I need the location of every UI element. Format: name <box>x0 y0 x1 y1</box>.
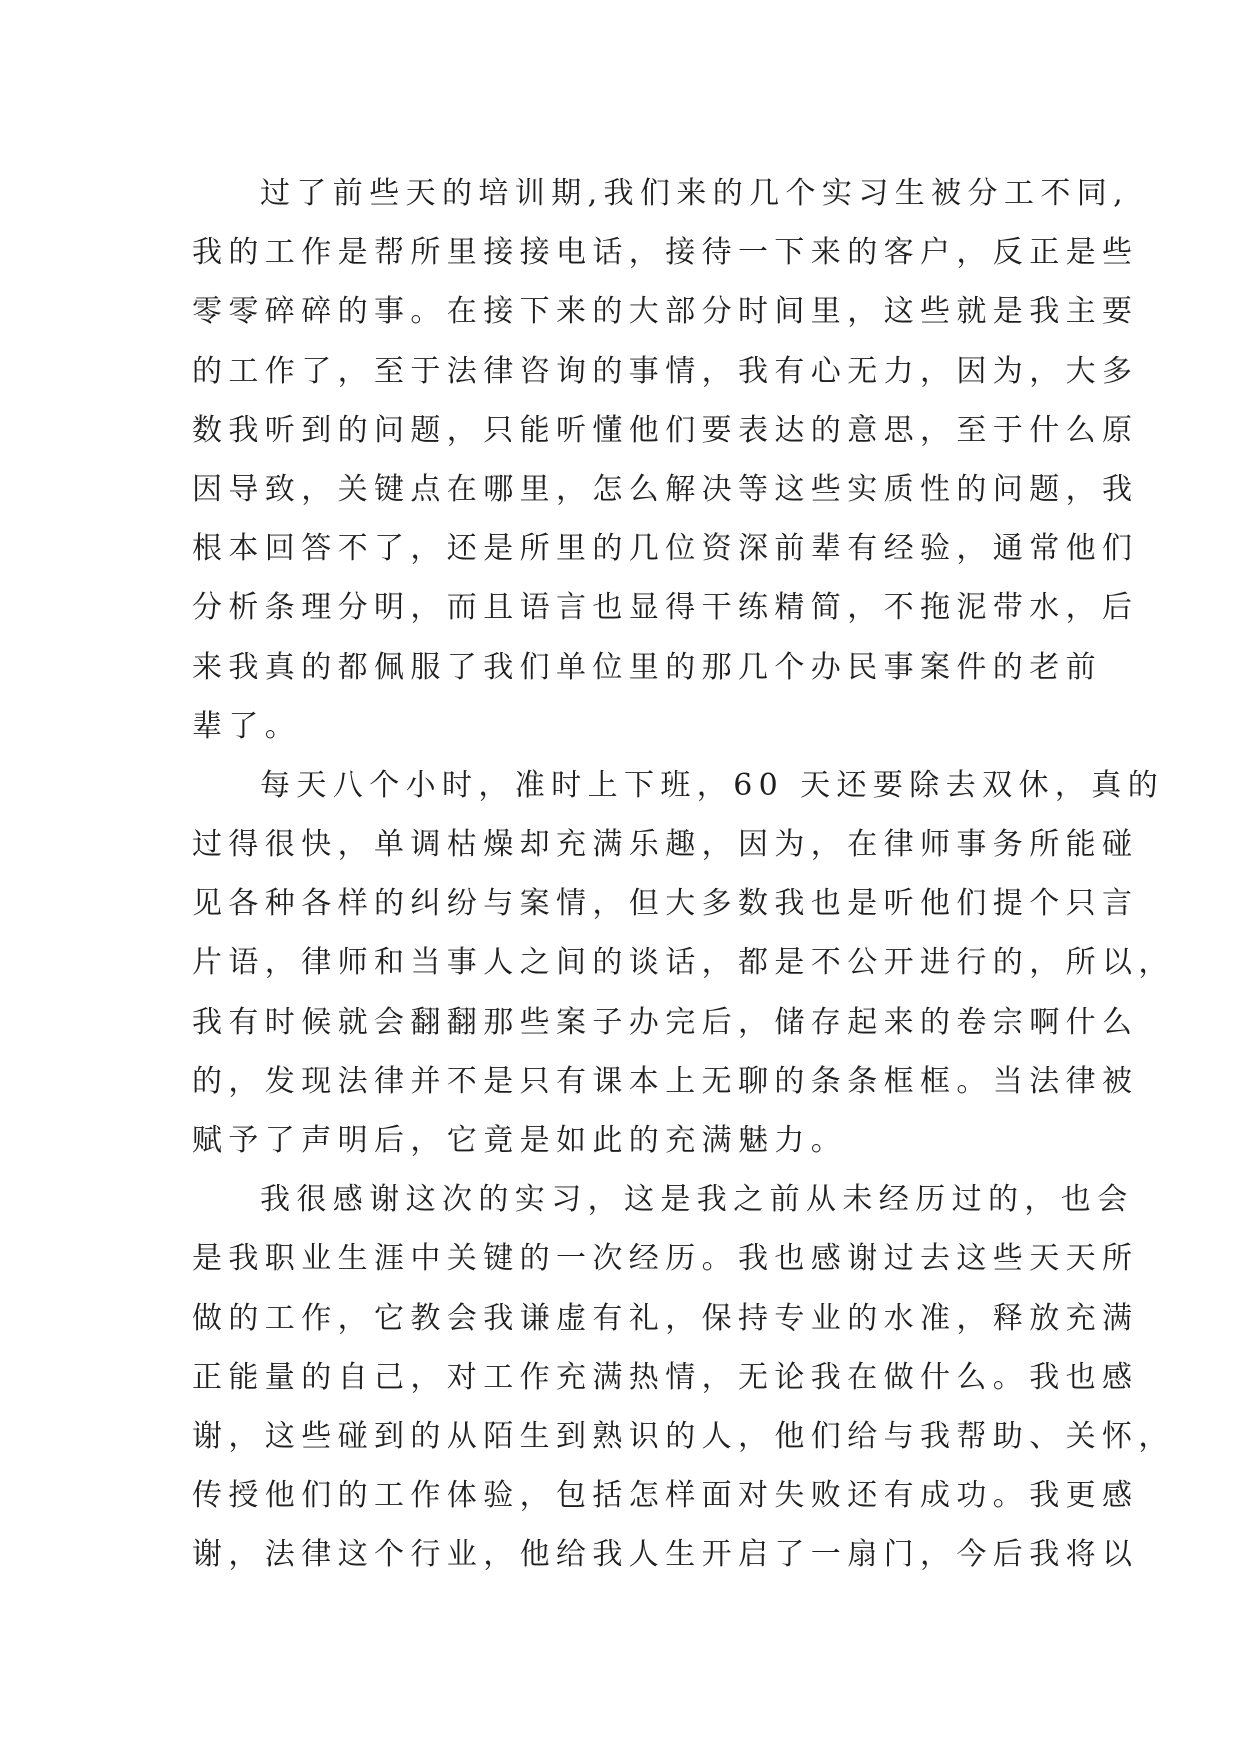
text-line: 正能量的自己，对工作充满热情，无论我在做什么。我也感 <box>192 1359 1139 1395</box>
text-line: 辈了。 <box>192 708 302 744</box>
text-line: 的，发现法律并不是只有课本上无聊的条条框框。当法律被 <box>192 1063 1139 1099</box>
text-line: 片语，律师和当事人之间的谈话，都是不公开进行的，所以， <box>192 945 1175 981</box>
text-line: 我有时候就会翻翻那些案子办完后，储存起来的卷宗啊什么 <box>192 1004 1139 1040</box>
text-line: 因导致，关键点在哪里，怎么解决等这些实质性的问题，我 <box>192 471 1139 507</box>
text-line: 分析条理分明，而且语言也显得干练精简，不拖泥带水，后 <box>192 590 1139 626</box>
text-line: 我很感谢这次的实习，这是我之前从未经历过的，也会 <box>260 1182 1134 1218</box>
body-text <box>192 164 1175 1585</box>
text-line: 的工作了，至于法律咨询的事情，我有心无力，因为，大多 <box>192 353 1139 389</box>
text-line: 做的工作，它教会我谦虚有礼，保持专业的水准，释放充满 <box>192 1300 1139 1336</box>
text-line: 过了前些天的培训期,我们来的几个实习生被分工不同, <box>260 176 1130 211</box>
text-line: 根本回答不了，还是所里的几位资深前辈有经验，通常他们 <box>192 531 1139 567</box>
text-line: 过得很快，单调枯燥却充满乐趣，因为，在律师事务所能碰 <box>192 827 1139 863</box>
text-line: 是我职业生涯中关键的一次经历。我也感谢过去这些天天所 <box>192 1241 1139 1277</box>
paragraph-1 <box>192 164 1139 756</box>
text-line: 每天八个小时，准时上下班，60 天还要除去双休，真的 <box>260 767 1165 803</box>
text-line: 赋予了声明后，它竟是如此的充满魅力。 <box>192 1123 848 1158</box>
text-line: 数我听到的问题，只能听懂他们要表达的意思，至于什么原 <box>192 412 1139 448</box>
text-line: 来我真的都佩服了我们单位里的那几个办民事案件的老前 <box>192 649 1102 685</box>
text-line: 零零碎碎的事。在接下来的大部分时间里，这些就是我主要 <box>192 294 1139 330</box>
text-line: 传授他们的工作体验，包括怎样面对失败还有成功。我更感 <box>192 1478 1139 1514</box>
paragraph-3 <box>192 1170 1175 1584</box>
paragraph-2 <box>192 756 1175 1170</box>
text-line: 谢，这些碰到的从陌生到熟识的人，他们给与我帮助、关怀， <box>192 1418 1175 1454</box>
text-line: 我的工作是帮所里接接电话，接待一下来的客户，反正是些 <box>192 235 1139 271</box>
text-line: 见各种各样的纠纷与案情，但大多数我也是听他们提个只言 <box>192 886 1139 922</box>
text-line: 谢，法律这个行业，他给我人生开启了一扇门，今后我将以 <box>192 1537 1139 1573</box>
